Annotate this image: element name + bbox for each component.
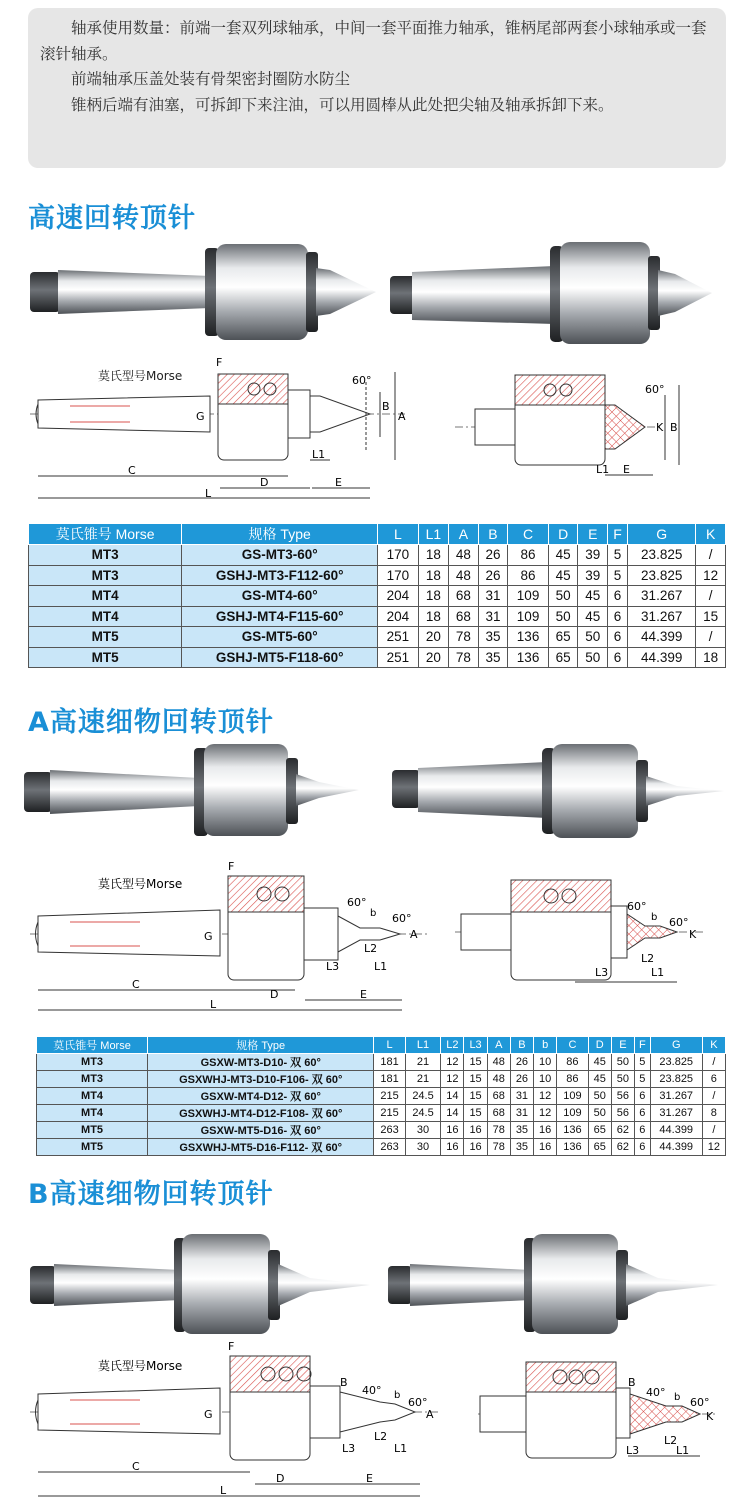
- value-cell: 16: [534, 1139, 557, 1156]
- value-cell: 30: [405, 1122, 441, 1139]
- col-header: C: [557, 1037, 588, 1054]
- dim-L1: L1: [394, 1442, 408, 1455]
- type-cell: GSXW-MT3-D10- 双 60°: [148, 1054, 374, 1071]
- col-header: 莫氏锥号 Morse: [37, 1037, 148, 1054]
- angle-label: 40°: [362, 1384, 382, 1397]
- value-cell: 31.267: [628, 586, 696, 607]
- col-header: A: [487, 1037, 510, 1054]
- value-cell: 56: [611, 1088, 634, 1105]
- value-cell: 6: [634, 1139, 650, 1156]
- value-cell: 16: [441, 1139, 464, 1156]
- value-cell: 45: [578, 586, 608, 607]
- value-cell: 48: [487, 1054, 510, 1071]
- value-cell: 31: [510, 1088, 533, 1105]
- value-cell: 68: [487, 1105, 510, 1122]
- angle-label: 60°: [669, 916, 689, 929]
- dim-D: D: [276, 1472, 285, 1485]
- value-cell: /: [702, 1054, 725, 1071]
- angle-label: 60°: [408, 1396, 428, 1409]
- value-cell: 44.399: [650, 1139, 702, 1156]
- value-cell: 8: [702, 1105, 725, 1122]
- value-cell: 78: [487, 1139, 510, 1156]
- dim-E: E: [335, 476, 342, 489]
- value-cell: 14: [441, 1105, 464, 1122]
- value-cell: 26: [510, 1071, 533, 1088]
- col-header: A: [449, 524, 479, 545]
- value-cell: 6: [702, 1071, 725, 1088]
- type-cell: GSXWHJ-MT4-D12-F108- 双 60°: [148, 1105, 374, 1122]
- dim-L2: L2: [641, 952, 655, 965]
- col-header: 规格 Type: [182, 524, 378, 545]
- morse-cell: MT4: [37, 1088, 148, 1105]
- value-cell: /: [696, 586, 726, 607]
- value-cell: 68: [449, 586, 479, 607]
- value-cell: 50: [611, 1054, 634, 1071]
- value-cell: 48: [487, 1071, 510, 1088]
- value-cell: /: [696, 545, 726, 566]
- value-cell: 12: [702, 1139, 725, 1156]
- value-cell: 18: [418, 545, 448, 566]
- value-cell: 21: [405, 1054, 441, 1071]
- dimension-drawing-left: [30, 1336, 440, 1506]
- morse-cell: MT3: [29, 565, 182, 586]
- value-cell: 31: [478, 606, 508, 627]
- dim-L1: L1: [312, 448, 326, 461]
- value-cell: 109: [557, 1105, 588, 1122]
- angle-label: 60°: [392, 912, 412, 925]
- type-cell: GSHJ-MT3-F112-60°: [182, 565, 378, 586]
- table-row: [37, 1139, 726, 1156]
- value-cell: 5: [608, 545, 628, 566]
- value-cell: 50: [548, 606, 578, 627]
- col-header: C: [508, 524, 549, 545]
- morse-cell: MT5: [29, 627, 182, 648]
- value-cell: 23.825: [650, 1054, 702, 1071]
- value-cell: 78: [449, 627, 479, 648]
- live-center-photo: [30, 238, 380, 346]
- col-header: K: [696, 524, 726, 545]
- value-cell: 39: [578, 545, 608, 566]
- value-cell: 78: [487, 1122, 510, 1139]
- table-row: [29, 627, 726, 648]
- live-center-photo: [392, 742, 732, 838]
- value-cell: 50: [578, 627, 608, 648]
- morse-cell: MT3: [37, 1054, 148, 1071]
- live-center-photo: [390, 238, 720, 346]
- value-cell: 35: [510, 1139, 533, 1156]
- value-cell: 44.399: [650, 1122, 702, 1139]
- value-cell: 251: [378, 647, 419, 668]
- dim-L2: L2: [364, 942, 378, 955]
- dim-L1: L1: [596, 463, 610, 476]
- value-cell: 44.399: [628, 627, 696, 648]
- dim-C: C: [128, 464, 136, 477]
- value-cell: 35: [510, 1122, 533, 1139]
- value-cell: 204: [378, 586, 419, 607]
- value-cell: 12: [441, 1054, 464, 1071]
- value-cell: 68: [487, 1088, 510, 1105]
- value-cell: 109: [508, 586, 549, 607]
- dim-K: K: [656, 421, 664, 434]
- bearing-notes: [28, 8, 726, 168]
- dimension-drawing-left: [30, 352, 420, 504]
- table-row: [29, 586, 726, 607]
- section-title-type-a: A高速细物回转顶针: [28, 707, 274, 738]
- type-cell: GSXW-MT5-D16- 双 60°: [148, 1122, 374, 1139]
- dim-L: L: [220, 1484, 227, 1497]
- value-cell: 65: [548, 627, 578, 648]
- col-header: L: [374, 1037, 405, 1054]
- dim-L: L: [205, 487, 212, 500]
- value-cell: 12: [534, 1105, 557, 1122]
- col-header: K: [702, 1037, 725, 1054]
- value-cell: 78: [449, 647, 479, 668]
- type-cell: GS-MT4-60°: [182, 586, 378, 607]
- value-cell: 170: [378, 565, 419, 586]
- dim-B: B: [628, 1376, 636, 1389]
- value-cell: 62: [611, 1122, 634, 1139]
- value-cell: 23.825: [650, 1071, 702, 1088]
- dim-b: b: [394, 1390, 401, 1401]
- morse-label: 莫氏型号Morse: [98, 877, 183, 891]
- dim-E: E: [360, 988, 367, 1001]
- col-header: G: [628, 524, 696, 545]
- col-header: F: [608, 524, 628, 545]
- value-cell: 12: [441, 1071, 464, 1088]
- value-cell: 15: [464, 1105, 487, 1122]
- value-cell: 6: [634, 1122, 650, 1139]
- morse-cell: MT5: [29, 647, 182, 668]
- value-cell: 136: [557, 1122, 588, 1139]
- note-line: 锥柄后端有油塞，可拆卸下来注油，可以用圆棒从此处把尖轴及轴承拆卸下来。: [71, 95, 614, 114]
- value-cell: 6: [608, 606, 628, 627]
- dim-b: b: [674, 1392, 681, 1403]
- type-cell: GSXWHJ-MT5-D16-F112- 双 60°: [148, 1139, 374, 1156]
- value-cell: 50: [578, 647, 608, 668]
- value-cell: 18: [696, 647, 726, 668]
- col-header: L3: [464, 1037, 487, 1054]
- dimension-drawing-right: [455, 870, 715, 1000]
- value-cell: 24.5: [405, 1088, 441, 1105]
- value-cell: 5: [634, 1071, 650, 1088]
- dim-E: E: [623, 463, 630, 476]
- value-cell: 20: [418, 647, 448, 668]
- dim-A: A: [426, 1408, 434, 1421]
- value-cell: 204: [378, 606, 419, 627]
- value-cell: 6: [608, 586, 628, 607]
- live-center-photo: [24, 742, 374, 838]
- value-cell: 6: [634, 1088, 650, 1105]
- dim-B: B: [670, 421, 678, 434]
- angle-label: 40°: [646, 1386, 666, 1399]
- morse-cell: MT3: [37, 1071, 148, 1088]
- value-cell: 10: [534, 1071, 557, 1088]
- section-title-high-speed-live-center: 高速回转顶针: [28, 203, 196, 234]
- dim-L3: L3: [626, 1444, 640, 1457]
- dim-D: D: [260, 476, 269, 489]
- dim-L3: L3: [595, 966, 609, 979]
- value-cell: 16: [464, 1122, 487, 1139]
- spec-table-high-speed: [28, 523, 726, 668]
- col-header: F: [634, 1037, 650, 1054]
- value-cell: 48: [449, 545, 479, 566]
- dim-G: G: [204, 1408, 213, 1421]
- dim-C: C: [132, 978, 140, 991]
- value-cell: 86: [508, 545, 549, 566]
- value-cell: 251: [378, 627, 419, 648]
- value-cell: 263: [374, 1122, 405, 1139]
- value-cell: 15: [464, 1071, 487, 1088]
- value-cell: 10: [534, 1054, 557, 1071]
- dim-K: K: [689, 928, 697, 941]
- col-header: B: [510, 1037, 533, 1054]
- angle-label: 60°: [645, 383, 665, 396]
- dim-F: F: [228, 860, 235, 873]
- value-cell: 5: [608, 565, 628, 586]
- value-cell: 20: [418, 627, 448, 648]
- col-header: D: [588, 1037, 611, 1054]
- dim-L3: L3: [342, 1442, 356, 1455]
- morse-label: 莫氏型号Morse: [98, 369, 183, 383]
- value-cell: 16: [464, 1139, 487, 1156]
- value-cell: /: [702, 1122, 725, 1139]
- value-cell: 39: [578, 565, 608, 586]
- value-cell: 136: [508, 647, 549, 668]
- value-cell: 50: [588, 1105, 611, 1122]
- dimension-drawing-left: [30, 858, 430, 1018]
- col-header: 莫氏锥号 Morse: [29, 524, 182, 545]
- value-cell: 16: [534, 1122, 557, 1139]
- angle-label: 60°: [352, 374, 372, 387]
- table-header-row: [29, 524, 726, 545]
- value-cell: 5: [634, 1054, 650, 1071]
- dim-D: D: [270, 988, 279, 1001]
- value-cell: /: [702, 1088, 725, 1105]
- value-cell: /: [696, 627, 726, 648]
- col-header: B: [478, 524, 508, 545]
- value-cell: 62: [611, 1139, 634, 1156]
- spec-table-type-a: [36, 1036, 726, 1156]
- table-row: [29, 545, 726, 566]
- value-cell: 23.825: [628, 545, 696, 566]
- angle-label: 60°: [347, 896, 367, 909]
- dim-b: b: [651, 912, 658, 923]
- table-row: [29, 606, 726, 627]
- note-line: 轴承使用数量：前端一套双列球轴承，中间一套平面推力轴承，锥柄尾部两套小球轴承或一套滚针轴承。: [40, 19, 707, 63]
- dim-L: L: [210, 998, 217, 1011]
- table-row: [37, 1088, 726, 1105]
- type-cell: GSHJ-MT4-F115-60°: [182, 606, 378, 627]
- morse-cell: MT5: [37, 1139, 148, 1156]
- angle-label: 60°: [690, 1396, 710, 1409]
- type-cell: GS-MT3-60°: [182, 545, 378, 566]
- dim-A: A: [410, 928, 418, 941]
- table-row: [37, 1122, 726, 1139]
- morse-cell: MT3: [29, 545, 182, 566]
- live-center-photo: [30, 1230, 375, 1340]
- value-cell: 14: [441, 1088, 464, 1105]
- col-header: E: [611, 1037, 634, 1054]
- col-header: b: [534, 1037, 557, 1054]
- dim-L1: L1: [651, 966, 665, 979]
- value-cell: 86: [508, 565, 549, 586]
- value-cell: 215: [374, 1105, 405, 1122]
- morse-cell: MT5: [37, 1122, 148, 1139]
- col-header: 规格 Type: [148, 1037, 374, 1054]
- value-cell: 50: [588, 1088, 611, 1105]
- dim-B: B: [340, 1376, 348, 1389]
- type-cell: GSXWHJ-MT3-D10-F106- 双 60°: [148, 1071, 374, 1088]
- type-cell: GSXW-MT4-D12- 双 60°: [148, 1088, 374, 1105]
- dim-L2: L2: [374, 1430, 388, 1443]
- dim-B: B: [382, 400, 390, 413]
- value-cell: 16: [441, 1122, 464, 1139]
- morse-cell: MT4: [29, 586, 182, 607]
- angle-label: 60°: [627, 900, 647, 913]
- value-cell: 68: [449, 606, 479, 627]
- dim-C: C: [132, 1460, 140, 1473]
- value-cell: 45: [548, 545, 578, 566]
- value-cell: 31.267: [650, 1105, 702, 1122]
- value-cell: 26: [478, 565, 508, 586]
- value-cell: 48: [449, 565, 479, 586]
- note-line: 前端轴承压盖处装有骨架密封圈防水防尘: [71, 70, 351, 88]
- value-cell: 136: [557, 1139, 588, 1156]
- section-title-type-b: B高速细物回转顶针: [28, 1179, 274, 1210]
- col-header: L1: [405, 1037, 441, 1054]
- value-cell: 21: [405, 1071, 441, 1088]
- morse-cell: MT4: [37, 1105, 148, 1122]
- type-cell: GSHJ-MT5-F118-60°: [182, 647, 378, 668]
- value-cell: 65: [548, 647, 578, 668]
- table-row: [37, 1071, 726, 1088]
- value-cell: 15: [696, 606, 726, 627]
- table-header-row: [37, 1037, 726, 1054]
- dim-F: F: [216, 356, 223, 369]
- value-cell: 30: [405, 1139, 441, 1156]
- dimension-drawing-right: [478, 1356, 728, 1480]
- value-cell: 18: [418, 606, 448, 627]
- col-header: L2: [441, 1037, 464, 1054]
- col-header: E: [578, 524, 608, 545]
- value-cell: 45: [588, 1071, 611, 1088]
- value-cell: 15: [464, 1054, 487, 1071]
- value-cell: 12: [534, 1088, 557, 1105]
- value-cell: 18: [418, 565, 448, 586]
- table-row: [29, 565, 726, 586]
- value-cell: 6: [634, 1105, 650, 1122]
- value-cell: 86: [557, 1071, 588, 1088]
- value-cell: 65: [588, 1139, 611, 1156]
- value-cell: 44.399: [628, 647, 696, 668]
- value-cell: 6: [608, 647, 628, 668]
- value-cell: 24.5: [405, 1105, 441, 1122]
- dim-L1: L1: [676, 1444, 690, 1457]
- value-cell: 35: [478, 627, 508, 648]
- value-cell: 215: [374, 1088, 405, 1105]
- table-row: [29, 647, 726, 668]
- dim-K: K: [706, 1410, 714, 1423]
- value-cell: 170: [378, 545, 419, 566]
- value-cell: 45: [578, 606, 608, 627]
- morse-label: 莫氏型号Morse: [98, 1359, 183, 1373]
- col-header: L: [378, 524, 419, 545]
- value-cell: 31: [478, 586, 508, 607]
- dim-G: G: [196, 410, 205, 423]
- dim-G: G: [204, 930, 213, 943]
- value-cell: 12: [696, 565, 726, 586]
- value-cell: 109: [557, 1088, 588, 1105]
- dim-L2: L2: [664, 1434, 678, 1447]
- dim-b: b: [370, 908, 377, 919]
- value-cell: 35: [478, 647, 508, 668]
- live-center-photo: [388, 1230, 723, 1340]
- value-cell: 65: [588, 1122, 611, 1139]
- value-cell: 26: [478, 545, 508, 566]
- dim-A: A: [398, 410, 406, 423]
- value-cell: 26: [510, 1054, 533, 1071]
- value-cell: 45: [588, 1054, 611, 1071]
- col-header: L1: [418, 524, 448, 545]
- table-row: [37, 1105, 726, 1122]
- value-cell: 50: [548, 586, 578, 607]
- value-cell: 45: [548, 565, 578, 586]
- value-cell: 136: [508, 627, 549, 648]
- value-cell: 31: [510, 1105, 533, 1122]
- value-cell: 18: [418, 586, 448, 607]
- value-cell: 263: [374, 1139, 405, 1156]
- type-cell: GS-MT5-60°: [182, 627, 378, 648]
- value-cell: 181: [374, 1054, 405, 1071]
- dim-L1: L1: [374, 960, 388, 973]
- col-header: D: [548, 524, 578, 545]
- value-cell: 86: [557, 1054, 588, 1071]
- value-cell: 56: [611, 1105, 634, 1122]
- value-cell: 181: [374, 1071, 405, 1088]
- value-cell: 6: [608, 627, 628, 648]
- dim-E: E: [366, 1472, 373, 1485]
- dimension-drawing-right: [455, 365, 705, 483]
- table-row: [37, 1054, 726, 1071]
- value-cell: 23.825: [628, 565, 696, 586]
- morse-cell: MT4: [29, 606, 182, 627]
- value-cell: 15: [464, 1088, 487, 1105]
- value-cell: 31.267: [628, 606, 696, 627]
- value-cell: 50: [611, 1071, 634, 1088]
- col-header: G: [650, 1037, 702, 1054]
- value-cell: 109: [508, 606, 549, 627]
- dim-F: F: [228, 1340, 235, 1353]
- dim-L3: L3: [326, 960, 340, 973]
- value-cell: 31.267: [650, 1088, 702, 1105]
